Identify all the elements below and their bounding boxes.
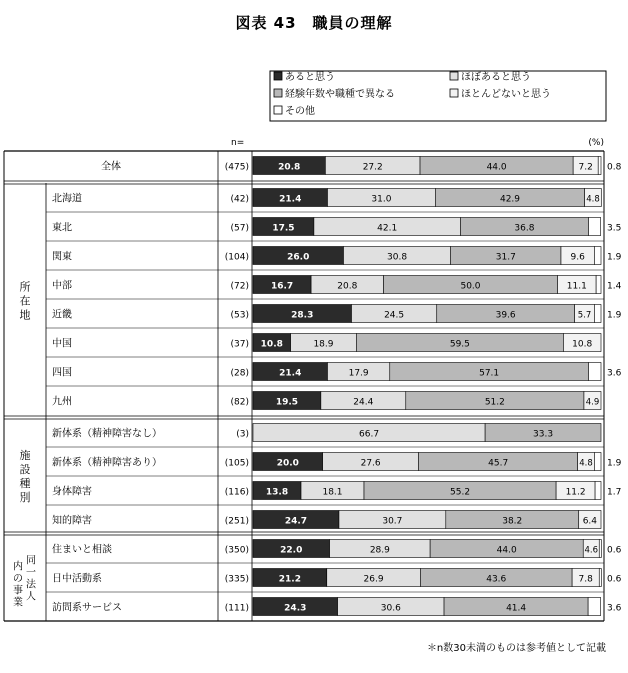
bar-value-label: 30.6 [380,603,401,614]
bar-value-label: 43.6 [486,574,507,585]
bar-value-label: 24.4 [353,397,374,408]
bar-value-label: 59.5 [449,339,470,350]
row-label: 知的障害 [52,515,92,527]
bar-segment [588,598,601,616]
bar-value-label: 30.8 [387,252,408,263]
bar-value-label: 6.4 [582,516,598,527]
bar-value-label: 31.0 [371,194,392,205]
legend-label: その他 [285,106,315,117]
n-label: n= [231,138,245,148]
row-n: (53) [230,310,249,321]
row-label: 関東 [52,251,72,263]
row-label: 近畿 [52,309,72,321]
bar-segment [594,247,601,265]
row-label: 新体系（精神障害なし） [52,428,162,440]
bar-value-label: 0.6 [607,545,622,556]
bar-value-label: 17.5 [272,223,295,234]
legend-swatch [274,72,282,80]
bar-value-label: 1.9 [607,310,622,321]
row-label: 住まいと相談 [52,544,112,556]
bar-value-label: 3.6 [607,603,622,614]
row-n: (104) [224,252,249,263]
chart-title: 図表 43 職員の理解 [235,14,393,32]
bar-value-label: 27.6 [360,458,381,469]
bar-segment [599,569,601,587]
bar-segment [594,453,601,471]
row-label: 全体 [101,161,121,173]
bar-value-label: 41.4 [506,603,527,614]
legend-label: ほとんどないと思う [461,89,551,100]
bar-value-label: 28.9 [369,545,390,556]
row-n: (3) [236,429,249,440]
bar-value-label: 57.1 [479,368,500,379]
group-label: 所在地 [19,280,31,322]
bar-value-label: 50.0 [460,281,481,292]
bar-value-label: 33.3 [533,429,554,440]
bar-value-label: 16.7 [270,281,294,292]
row-n: (42) [230,194,249,205]
bar-segment [594,305,601,323]
bar-value-label: 22.0 [280,545,303,556]
bar-value-label: 26.0 [287,252,310,263]
legend-label: 経験年数や職種で異なる [285,89,395,100]
bar-value-label: 3.6 [607,368,622,379]
legend-label: あると思う [285,72,335,83]
row-label: 日中活動系 [52,573,102,585]
bar-value-label: 66.7 [359,429,380,440]
row-label: 東北 [52,222,72,234]
group-label: 同一法人内の事業 [13,555,36,609]
bar-value-label: 0.6 [607,574,622,585]
bar-value-label: 5.7 [577,310,592,321]
row-label: 中部 [52,280,72,292]
bar-segment [595,482,601,500]
row-label: 中国 [52,338,72,350]
row-n: (251) [224,516,249,527]
bar-value-label: 19.5 [275,397,299,408]
bar-value-label: 21.4 [279,368,302,379]
bar-value-label: 31.7 [495,252,516,263]
bar-value-label: 44.0 [496,545,517,556]
bar-value-label: 17.9 [348,368,369,379]
bar-segment [588,363,601,381]
footnote: ＊n数30未満のものは参考値として記載 [426,643,606,654]
row-n: (72) [230,281,249,292]
bar-value-label: 36.8 [514,223,535,234]
bar-value-label: 4.6 [584,545,599,556]
row-n: (116) [224,487,249,498]
bar-value-label: 21.2 [278,574,301,585]
bar-value-label: 42.1 [377,223,398,234]
bar-value-label: 4.8 [586,194,600,205]
bar-value-label: 11.2 [565,487,586,498]
bar-value-label: 4.9 [585,397,600,408]
bar-value-label: 20.8 [278,162,301,173]
bar-value-label: 30.7 [382,516,403,527]
bar-value-label: 0.8 [607,162,622,173]
bar-value-label: 1.7 [607,487,622,498]
bar-value-label: 1.9 [607,458,622,469]
bar-value-label: 55.2 [450,487,471,498]
row-label: 四国 [52,367,72,379]
bar-value-label: 20.0 [276,458,299,469]
row-n: (105) [224,458,249,469]
bar-value-label: 44.0 [486,162,507,173]
row-n: (28) [230,368,249,379]
row-n: (57) [230,223,249,234]
bar-value-label: 4.8 [579,458,593,469]
bar-value-label: 10.8 [260,339,283,350]
bar-value-label: 51.2 [484,397,505,408]
bar-segment [588,218,600,236]
row-label: 新体系（精神障害あり） [52,457,162,469]
row-n: (37) [230,339,249,350]
row-label: 九州 [52,396,72,408]
bar-value-label: 20.8 [337,281,358,292]
bar-value-label: 18.9 [313,339,334,350]
bar-value-label: 24.5 [384,310,405,321]
row-n: (475) [224,162,249,173]
bar-value-label: 1.9 [607,252,622,263]
row-label: 訪問系サービス [52,602,122,614]
bar-value-label: 42.9 [499,194,521,205]
bar-segment [598,157,601,175]
row-label: 北海道 [52,193,82,205]
row-label: 身体障害 [52,486,92,498]
bar-value-label: 26.9 [363,574,384,585]
bar-value-label: 3.5 [607,223,622,234]
row-n: (350) [224,545,249,556]
bar-value-label: 28.3 [291,310,314,321]
row-n: (111) [224,603,249,614]
bar-value-label: 7.2 [578,162,593,173]
legend-swatch [450,89,458,97]
bar-value-label: 38.2 [502,516,523,527]
legend-label: ほぼあると思う [461,72,531,83]
row-n: (82) [230,397,249,408]
legend-swatch [274,106,282,114]
group-label: 施設種別 [19,449,31,504]
bar-value-label: 24.7 [284,516,308,527]
unit-label: (%) [588,138,604,148]
bar-value-label: 39.6 [495,310,516,321]
legend-swatch [450,72,458,80]
bar-value-label: 27.2 [362,162,383,173]
bar-value-label: 18.1 [322,487,343,498]
legend-swatch [274,89,282,97]
bar-segment [596,276,601,294]
bar-value-label: 24.3 [284,603,307,614]
row-n: (335) [224,574,249,585]
bar-value-label: 9.6 [570,252,585,263]
bar-value-label: 45.7 [488,458,509,469]
bar-value-label: 13.8 [265,487,289,498]
bar-value-label: 7.8 [578,574,593,585]
bar-segment [599,540,601,558]
bar-value-label: 10.8 [572,339,593,350]
bar-value-label: 21.4 [279,194,302,205]
bar-value-label: 11.1 [566,281,587,292]
bar-value-label: 1.4 [607,281,622,292]
